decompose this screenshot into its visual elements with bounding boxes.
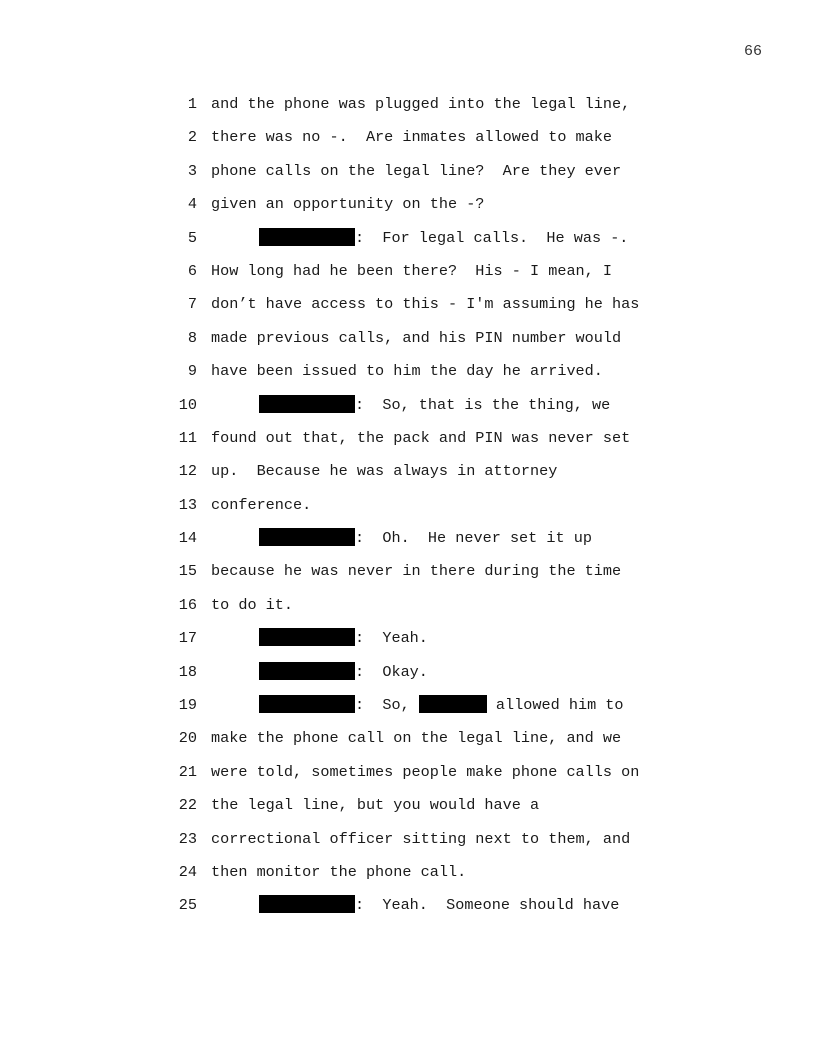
line-text: and the phone was plugged into the legal line, bbox=[211, 95, 631, 113]
line-number: 14 bbox=[178, 529, 197, 548]
line-number: 18 bbox=[178, 662, 197, 681]
transcript-line bbox=[0, 193, 816, 226]
line-number: 9 bbox=[187, 362, 197, 381]
speaker-line bbox=[259, 661, 428, 683]
line-text: make the phone call on the legal line, and we bbox=[211, 729, 622, 748]
redacted-speaker-name bbox=[259, 628, 355, 646]
line-text: don’t have access to this - I'm assuming he has bbox=[211, 295, 640, 314]
speaker-line bbox=[259, 227, 628, 249]
line-text: up. Because he was always in attorney bbox=[211, 462, 558, 481]
line-text: How long had he been there? His - I mean, I bbox=[211, 261, 613, 280]
line-number: 7 bbox=[187, 295, 197, 314]
line-text: have been issued to him the day he arrived. bbox=[211, 362, 603, 381]
line-text: the legal line, but you would have a bbox=[211, 796, 540, 815]
line-number: 22 bbox=[178, 796, 197, 815]
redacted-speaker-name bbox=[259, 228, 355, 246]
line-number: 11 bbox=[178, 428, 197, 447]
transcript-line bbox=[0, 126, 816, 159]
line-text: : Oh. He never set it up bbox=[355, 529, 592, 548]
line-text: were told, sometimes people make phone calls on bbox=[211, 762, 640, 781]
transcript-line bbox=[0, 828, 816, 861]
redacted-speaker-name bbox=[259, 695, 355, 713]
transcript-line bbox=[0, 794, 816, 827]
transcript-line bbox=[0, 727, 816, 760]
speaker-line bbox=[259, 694, 624, 716]
line-number: 15 bbox=[178, 562, 197, 581]
line-text: : So, that is the thing, we bbox=[355, 395, 611, 414]
speaker-line bbox=[259, 627, 428, 649]
transcript-body bbox=[0, 93, 816, 928]
transcript-line bbox=[0, 394, 816, 427]
line-text: then monitor the phone call. bbox=[211, 862, 467, 881]
transcript-line bbox=[0, 694, 816, 727]
line-number: 8 bbox=[187, 328, 197, 347]
transcript-line bbox=[0, 93, 816, 126]
page-number: 66 bbox=[743, 43, 762, 60]
line-number: 23 bbox=[178, 829, 197, 848]
transcript-line bbox=[0, 260, 816, 293]
line-number: 16 bbox=[178, 595, 197, 614]
line-number: 24 bbox=[178, 862, 197, 881]
line-text: : Yeah. bbox=[355, 629, 428, 648]
redacted-speaker-name bbox=[259, 895, 355, 913]
line-text: given an opportunity on the -? bbox=[211, 195, 485, 214]
line-number: 6 bbox=[187, 261, 197, 280]
transcript-line bbox=[0, 894, 816, 927]
transcript-line bbox=[0, 661, 816, 694]
line-number: 17 bbox=[178, 629, 197, 648]
line-text: conference. bbox=[211, 495, 312, 514]
transcript-line bbox=[0, 861, 816, 894]
line-number: 3 bbox=[187, 161, 197, 180]
transcript-line bbox=[0, 494, 816, 527]
line-text: : So, bbox=[355, 696, 419, 715]
transcript-line bbox=[0, 560, 816, 593]
line-text: because he was never in there during the time bbox=[211, 562, 622, 581]
line-text: correctional officer sitting next to them, and bbox=[211, 829, 631, 848]
line-number: 13 bbox=[178, 495, 197, 514]
speaker-line bbox=[259, 527, 592, 549]
line-text: found out that, the pack and PIN was never set bbox=[211, 428, 631, 447]
line-number: 21 bbox=[178, 762, 197, 781]
redacted-speaker-name bbox=[259, 395, 355, 413]
line-number: 1 bbox=[187, 95, 197, 113]
line-number: 12 bbox=[178, 462, 197, 481]
line-text: made previous calls, and his PIN number would bbox=[211, 328, 622, 347]
transcript-line bbox=[0, 627, 816, 660]
line-number: 2 bbox=[187, 128, 197, 147]
transcript-line bbox=[0, 227, 816, 260]
line-text: phone calls on the legal line? Are they ever bbox=[211, 161, 622, 180]
transcript-line bbox=[0, 594, 816, 627]
redacted-speaker-name bbox=[259, 528, 355, 546]
transcript-line bbox=[0, 527, 816, 560]
transcript-line bbox=[0, 327, 816, 360]
line-text: : Okay. bbox=[355, 662, 428, 681]
line-number: 19 bbox=[178, 696, 197, 715]
line-number: 4 bbox=[187, 195, 197, 214]
line-number: 25 bbox=[178, 896, 197, 915]
redacted-inline-name bbox=[419, 695, 487, 713]
transcript-line bbox=[0, 293, 816, 326]
transcript-line bbox=[0, 360, 816, 393]
transcript-line bbox=[0, 160, 816, 193]
line-text: there was no -. Are inmates allowed to make bbox=[211, 128, 613, 147]
line-text: : Yeah. Someone should have bbox=[355, 896, 620, 915]
line-text: to do it. bbox=[211, 595, 294, 614]
line-number: 10 bbox=[178, 395, 197, 414]
line-text-after: allowed him to bbox=[486, 696, 624, 715]
line-number: 20 bbox=[178, 729, 197, 748]
transcript-line bbox=[0, 460, 816, 493]
speaker-line bbox=[259, 394, 610, 416]
line-text: : For legal calls. He was -. bbox=[355, 228, 629, 247]
speaker-line bbox=[259, 894, 619, 916]
line-number: 5 bbox=[187, 228, 197, 247]
redacted-speaker-name bbox=[259, 662, 355, 680]
transcript-line bbox=[0, 761, 816, 794]
transcript-line bbox=[0, 427, 816, 460]
